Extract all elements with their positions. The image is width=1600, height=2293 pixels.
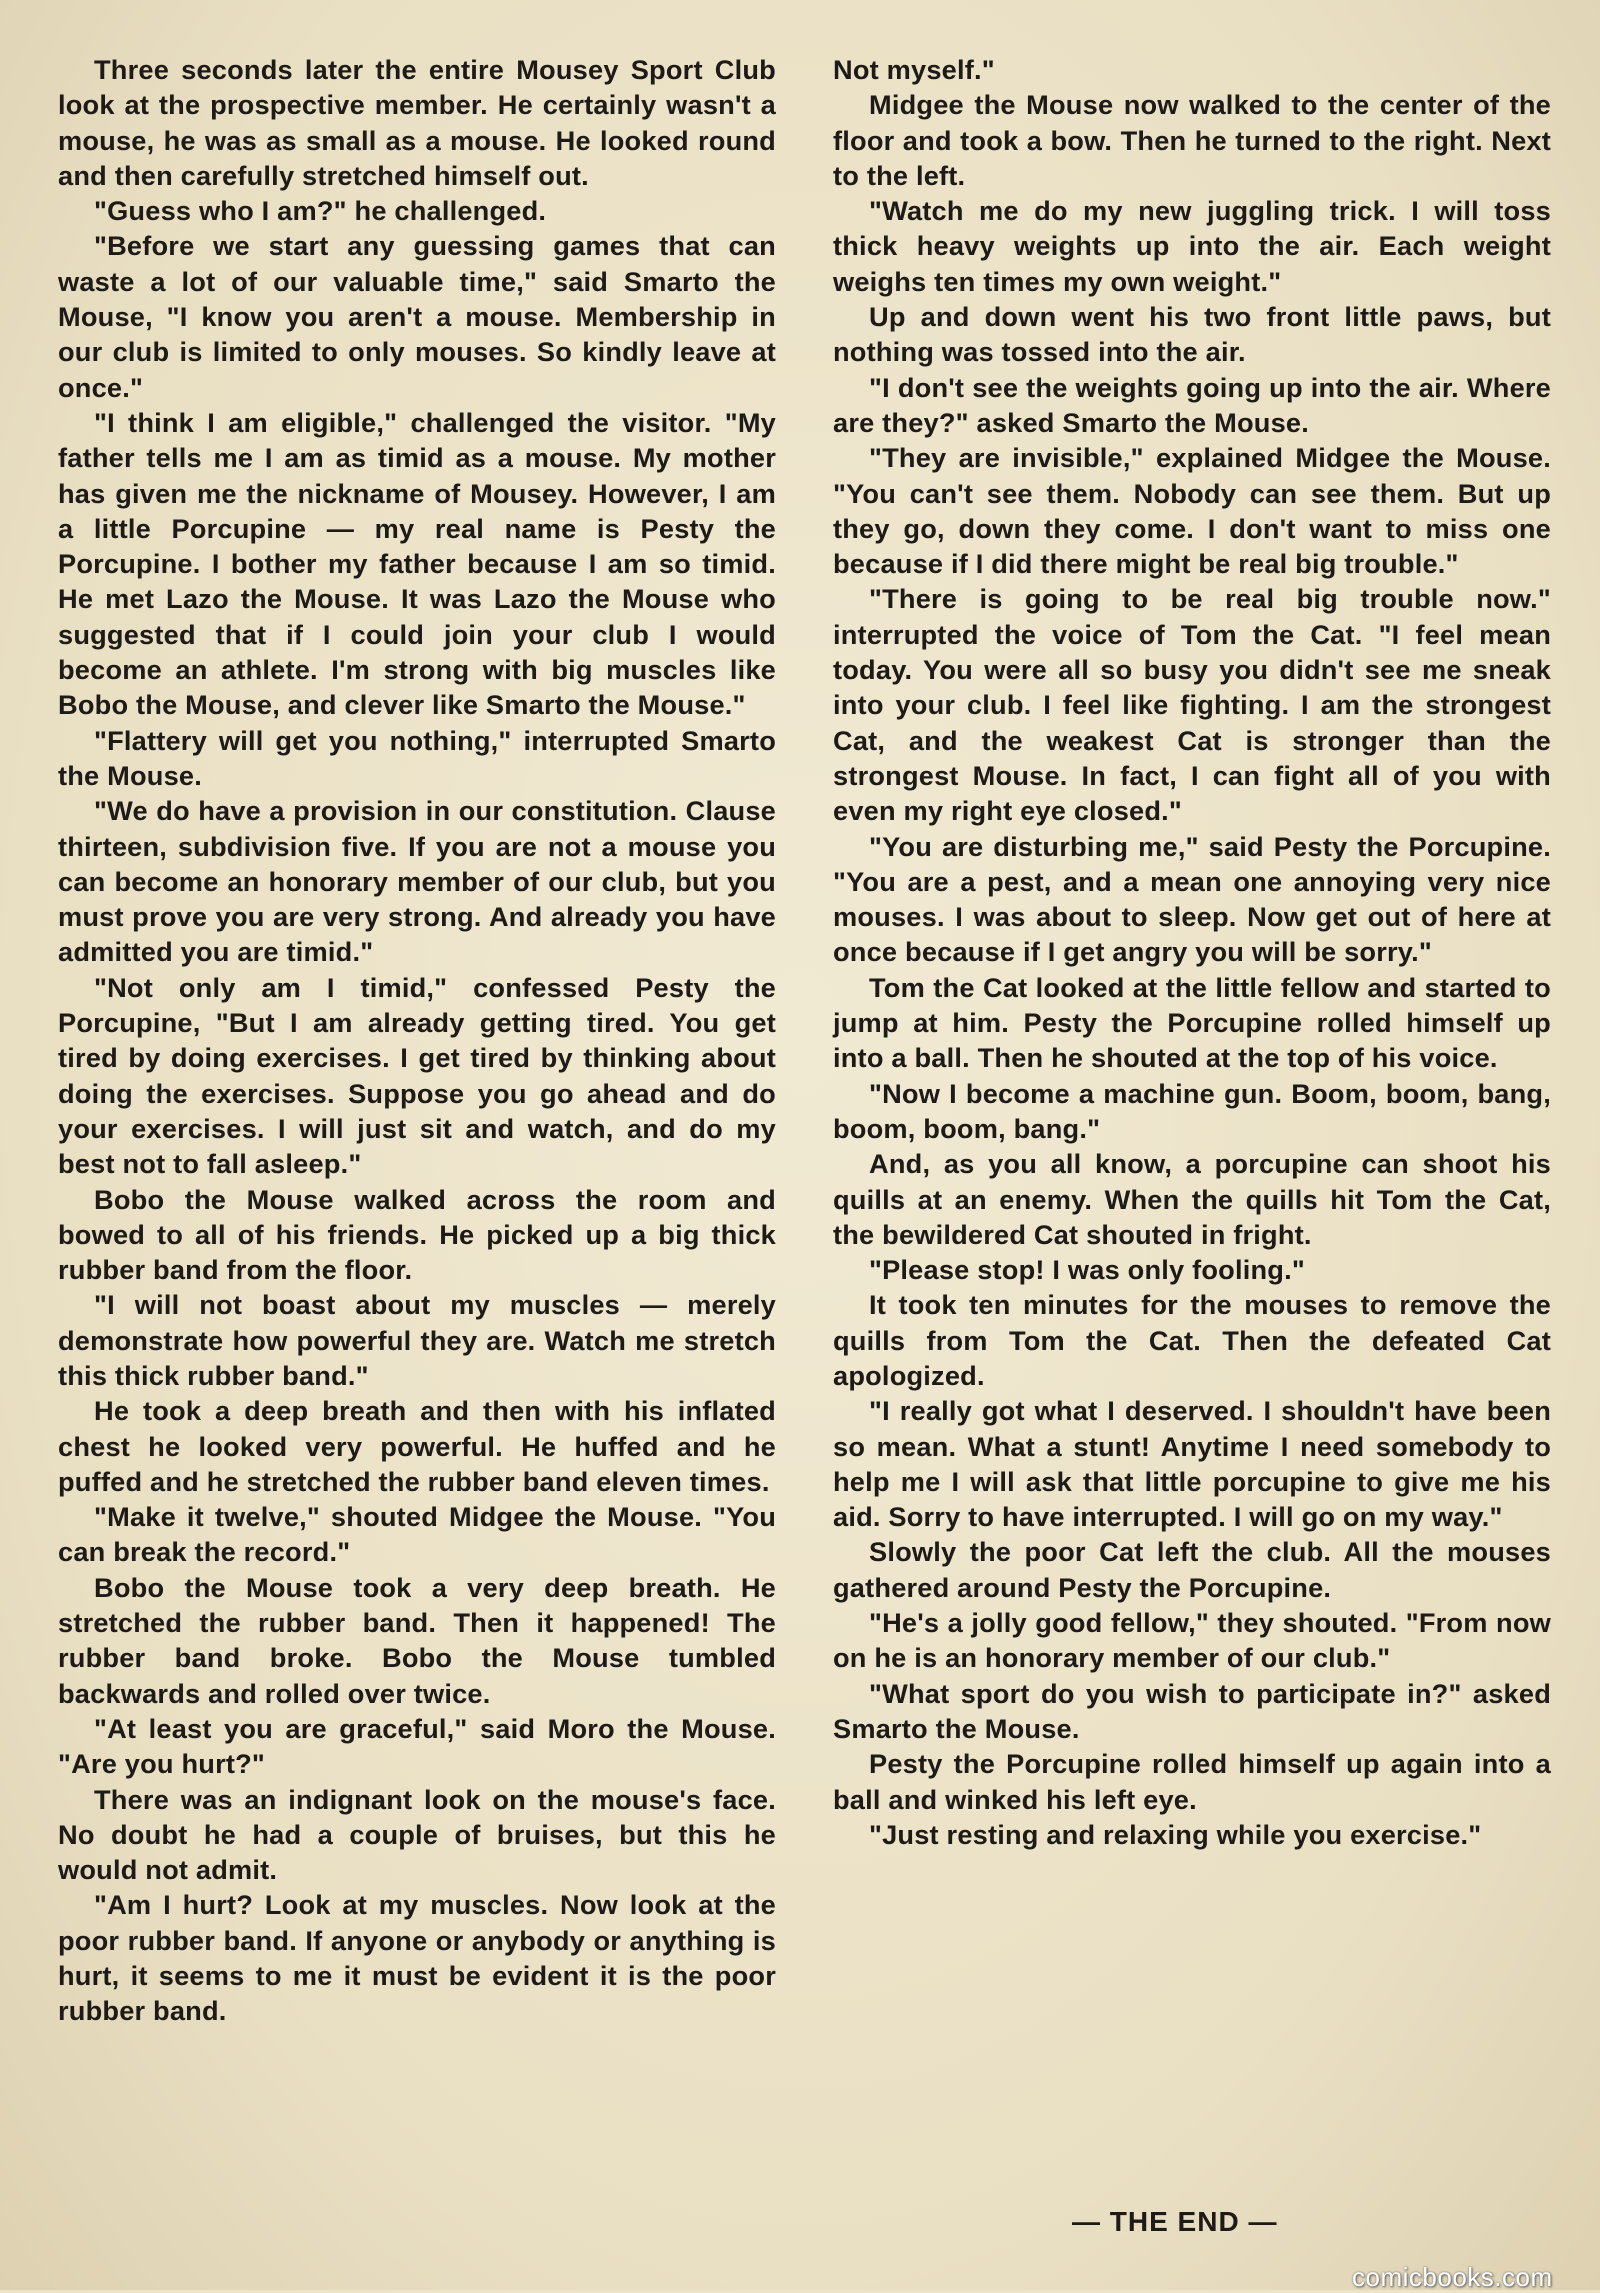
paragraph: "There is going to be real big trouble now." interrupted the voice of Tom the Cat. "I feel mean today. You were all so busy you didn't see me sneak into your club. I feel like fighting. I am the strongest Cat, and the weakest Cat is stronger than the strongest Mouse. In fact, I can fight all of you with even my right eye closed.": [833, 583, 1551, 827]
paragraph: Pesty the Porcupine rolled himself up again into a ball and winked his left eye.: [833, 1748, 1551, 1815]
paragraph: Bobo the Mouse took a very deep breath. He stretched the rubber band. Then it happened! The rubber band broke. Bobo the Mouse tumbled backwards and rolled over twice.: [58, 1571, 776, 1709]
paragraph: "He's a jolly good fellow," they shouted. "From now on he is an honorary member of our club.": [833, 1607, 1551, 1674]
paragraph: Three seconds later the entire Mousey Sport Club look at the prospective member. He certainly wasn't a mouse, he was as small as a mouse. He looked round and then carefully stretched himself out.: [58, 54, 776, 191]
paragraph: "Make it twelve," shouted Midgee the Mouse. "You can break the record.": [58, 1501, 776, 1568]
left-text-column: [58, 52, 776, 2029]
paragraph: "Now I become a machine gun. Boom, boom, bang, boom, boom, bang.": [833, 1077, 1551, 1144]
paragraph: There was an indignant look on the mouse's face. No doubt he had a couple of bruises, but this he would not admit.: [58, 1783, 776, 1886]
source-watermark: comicbooks.com: [1352, 2262, 1553, 2292]
paragraph: Tom the Cat looked at the little fellow and started to jump at him. Pesty the Porcupine rolled himself up into a ball. Then he shouted at the top of his voice.: [833, 971, 1551, 1074]
right-text-column: [833, 52, 1551, 1852]
paragraph: And, as you all know, a porcupine can shoot his quills at an enemy. When the quills hit Tom the Cat, the bewildered Cat shouted in fright.: [833, 1148, 1551, 1250]
paragraph: "Before we start any guessing games that can waste a lot of our valuable time," said Smarto the Mouse, "I know you aren't a mouse. Membership in our club is limited to only mouses. So kindly leave at once.": [58, 230, 776, 403]
paragraph: Slowly the poor Cat left the club. All the mouses gathered around Pesty the Porcupine.: [833, 1536, 1551, 1603]
paragraph: "At least you are graceful," said Moro the Mouse. "Are you hurt?": [58, 1712, 776, 1780]
paragraph: It took ten minutes for the mouses to remove the quills from Tom the Cat. Then the defeated Cat apologized.: [833, 1289, 1551, 1391]
paragraph: "I don't see the weights going up into the air. Where are they?" asked Smarto the Mouse.: [833, 371, 1551, 438]
paragraph: "They are invisible," explained Midgee the Mouse. "You can't see them. Nobody can see them. But up they go, down they come. I don't want to miss one because if I did there might be real big trouble.": [833, 442, 1551, 580]
paragraph: "Watch me do my new juggling trick. I will toss thick heavy weights up into the air. Each weight weighs ten times my own weight.": [833, 195, 1551, 297]
paragraph: He took a deep breath and then with his inflated chest he looked very powerful. He huffed and he puffed and he stretched the rubber band eleven times.: [58, 1395, 776, 1497]
paragraph: "Guess who I am?" he challenged.: [94, 195, 547, 227]
paragraph: Bobo the Mouse walked across the room and bowed to all of his friends. He picked up a big thick rubber band from the floor.: [58, 1183, 776, 1286]
paragraph: "Flattery will get you nothing," interrupted Smarto the Mouse.: [58, 724, 776, 791]
paragraph: "Please stop! I was only fooling.": [869, 1254, 1305, 1286]
paragraph: "You are disturbing me," said Pesty the Porcupine. "You are a pest, and a mean one annoying very nice mouses. I was about to sleep. Now get out of here at once because if I get angry you will be sorry.": [833, 830, 1551, 968]
paragraph: Up and down went his two front little paws, but nothing was tossed into the air.: [833, 301, 1551, 368]
paragraph: Midgee the Mouse now walked to the center of the floor and took a bow. Then he turned to the right. Next to the left.: [833, 89, 1551, 191]
paragraph: "I will not boast about my muscles — merely demonstrate how powerful they are. Watch me stretch this thick rubber band.": [58, 1289, 776, 1391]
paragraph-continued: Not myself.": [833, 54, 995, 85]
paragraph: "I think I am eligible," challenged the visitor. "My father tells me I am as timid as a mouse. My mother has given me the nickname of Mousey. However, I am a little Porcupine — my real name is Pesty the Porcupine. I bother my father because I am so timid. He met Lazo the Mouse. It was Lazo the Mouse who suggested that if I could join your club I would become an athlete. I'm strong with big muscles like Bobo the Mouse, and clever like Smarto the Mouse.": [58, 406, 776, 721]
paragraph: "I really got what I deserved. I shouldn't have been so mean. What a stunt! Anytime I need somebody to help me I will ask that little porcupine to give me his aid. Sorry to have interrupted. I will go on my way.": [833, 1395, 1551, 1533]
paragraph: "Just resting and relaxing while you exercise.": [869, 1818, 1482, 1850]
paragraph: "What sport do you wish to participate in?" asked Smarto the Mouse.: [833, 1677, 1551, 1744]
the-end-mark: — THE END —: [1072, 2206, 1278, 2237]
paragraph: "Am I hurt? Look at my muscles. Now look at the poor rubber band. If anyone or anybody or anything is hurt, it seems to me it must be evident it is the poor rubber band.: [58, 1889, 776, 2027]
paragraph: "We do have a provision in our constitution. Clause thirteen, subdivision five. If you are not a mouse you can become an honorary member of our club, but you must prove you are very strong. And already you have admitted you are timid.": [58, 795, 776, 968]
paragraph: "Not only am I timid," confessed Pesty the Porcupine, "But I am already getting tired. You get tired by doing exercises. I get tired by thinking about doing the exercises. Suppose you go ahead and do your exercises. I will just sit and watch, and do my best not to fall asleep.": [58, 971, 776, 1180]
